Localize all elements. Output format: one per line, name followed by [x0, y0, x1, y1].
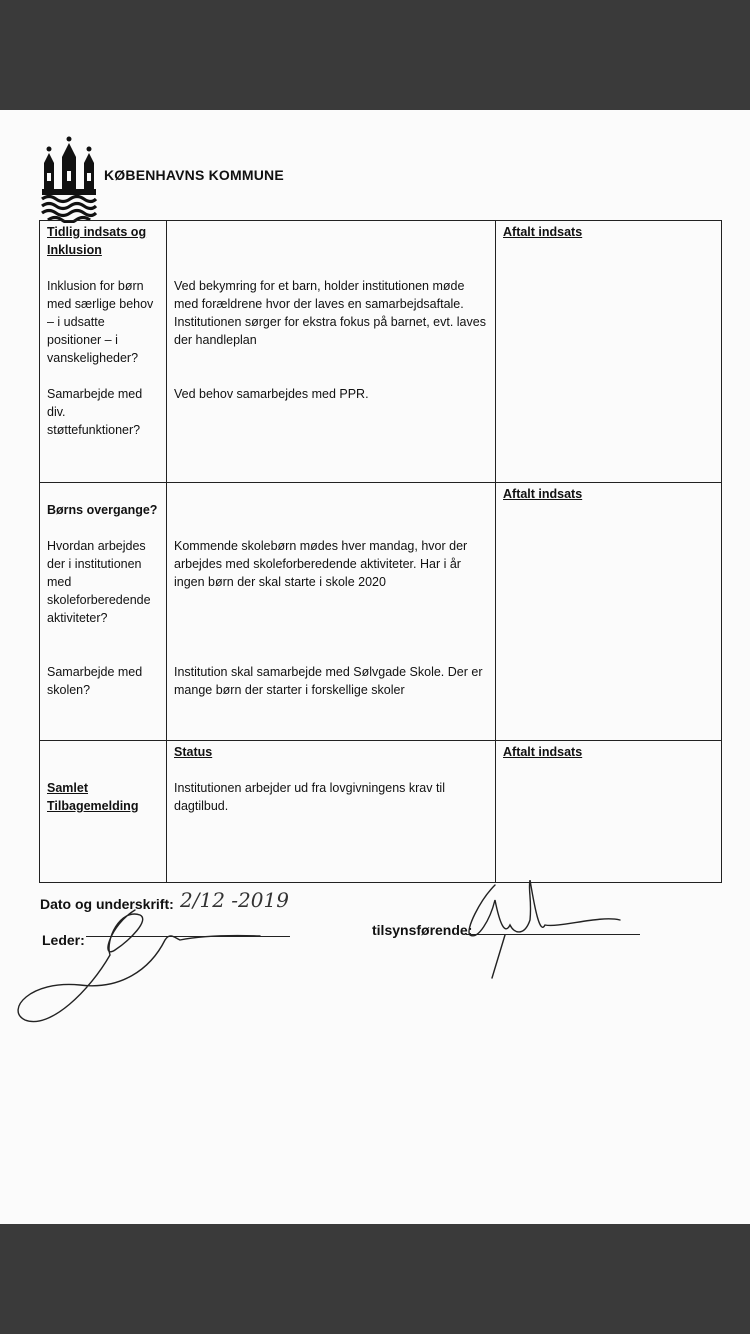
agreed-heading: Aftalt indsats — [503, 745, 583, 759]
answer-cell — [167, 741, 496, 883]
answer-text: Kommende skolebørn mødes hver mandag, hvor der arbejdes med skoleforberedende aktiviteter. Har i år ingen børn der skal starte i skole 2020 — [174, 539, 468, 589]
answer-cell — [167, 221, 496, 483]
section-row — [40, 741, 722, 883]
answer-cell — [167, 483, 496, 741]
section-heading: Tidlig indsats og Inklusion — [47, 225, 147, 257]
date-signature-label: Dato og underskrift: — [40, 896, 174, 912]
agreed-cell — [496, 221, 722, 483]
agreed-heading: Aftalt indsats — [503, 487, 583, 501]
status-heading: Status — [174, 745, 213, 759]
leader-label: Leder: — [42, 932, 85, 948]
question-text: Inklusion for børn med særlige behov – i udsatte positioner – i vanskeligheder? — [47, 279, 154, 365]
supervisor-label: tilsynsførende: — [372, 922, 473, 938]
letterhead — [40, 135, 284, 223]
section-row — [40, 221, 722, 483]
question-cell — [40, 483, 167, 741]
supervisor-signature — [469, 880, 620, 978]
answer-text: Institution skal samarbejde med Sølvgade Skole. Der er mange børn der starter i forskellige skoler — [174, 665, 483, 697]
city-crest-logo — [40, 135, 98, 223]
section-row — [40, 483, 722, 741]
leader-signature — [18, 910, 260, 1022]
signature-area — [0, 880, 750, 1110]
organization-name: KØBENHAVNS KOMMUNE — [104, 167, 284, 183]
agreed-cell — [496, 741, 722, 883]
document-page — [0, 110, 750, 1224]
handwritten-signatures — [0, 880, 750, 1110]
question-text: Samarbejde med div. støttefunktioner? — [47, 387, 143, 437]
answer-text: Ved bekymring for et barn, holder institutionen møde med forældrene hvor der laves en samarbejdsaftale. Institutionen sørger for ekstra fokus på barnet, evt. laves der handleplan — [174, 279, 486, 347]
question-text: Samarbejde med skolen? — [47, 665, 143, 697]
supervision-form-table — [39, 220, 722, 883]
agreed-cell — [496, 483, 722, 741]
section-heading: Børns overgange? — [47, 503, 158, 517]
question-text: Hvordan arbejdes der i institutionen med skoleforberedende aktiviteter? — [47, 539, 151, 625]
question-cell — [40, 221, 167, 483]
question-cell — [40, 741, 167, 883]
answer-text: Institutionen arbejder ud fra lovgivningens krav til dagtilbud. — [174, 781, 445, 813]
section-heading: Samlet Tilbagemelding — [47, 781, 139, 813]
agreed-heading: Aftalt indsats — [503, 225, 583, 239]
answer-text: Ved behov samarbejdes med PPR. — [174, 387, 369, 401]
handwritten-date: 2/12 -2019 — [180, 888, 289, 912]
